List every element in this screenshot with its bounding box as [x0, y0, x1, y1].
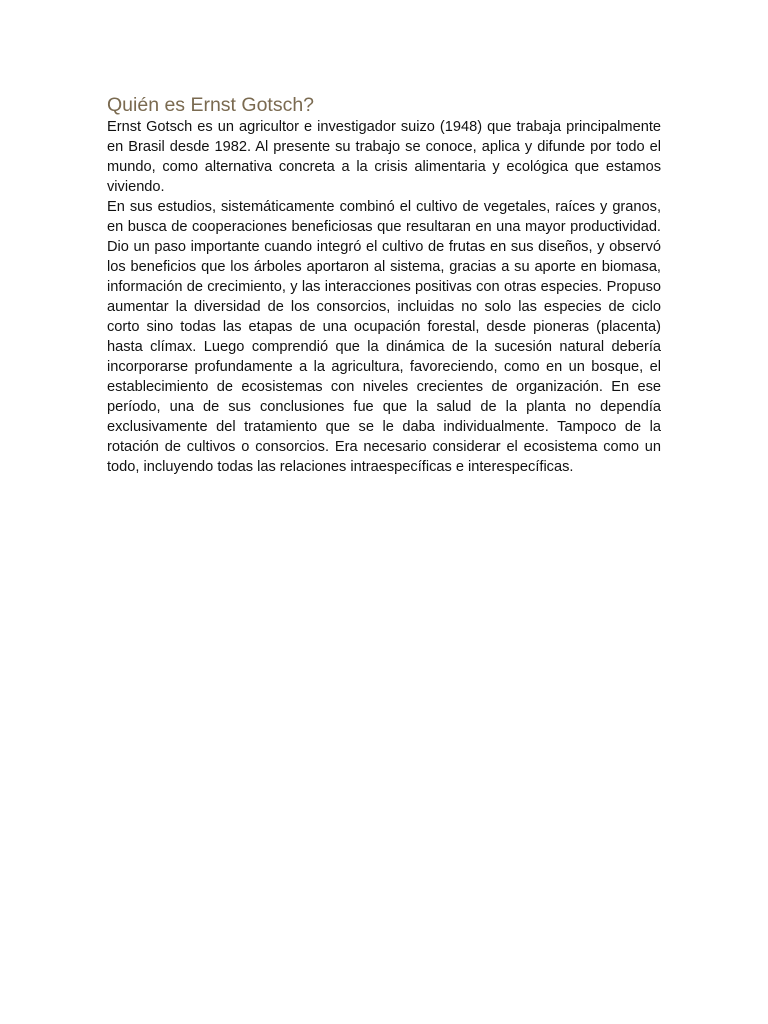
paragraph-studies: En sus estudios, sistemáticamente combinó el cultivo de vegetales, raíces y granos, en busca de cooperaciones beneficiosas que resultaran en una mayor productividad. Dio un paso importante cuando integró el cultivo de frutas en sus diseños, y observó los beneficios que los árboles aportaron al sistema, gracias a su aporte en biomasa, información de crecimiento, y las interacciones positivas con otras especies. Propuso aumentar la diversidad de los consorcios, incluidas no solo las especies de ciclo corto sino todas las etapas de una ocupación forestal, desde pioneras (placenta) hasta clímax. Luego comprendió que la dinámica de la sucesión natural debería incorporarse profundamente a la agricultura, favoreciendo, como en un bosque, el establecimiento de ecosistemas con niveles crecientes de organización. En ese período, una de sus conclusiones fue que la salud de la planta no dependía exclusivamente del tratamiento que se le daba individualmente. Tampoco de la rotación de cultivos o consorcios. Era necesario considerar el ecosistema como un todo, incluyendo todas las relaciones intraespecíficas e interespecíficas.	[107, 199, 661, 475]
document-page	[107, 93, 661, 477]
paragraph-intro: Ernst Gotsch es un agricultor e investigador suizo (1948) que trabaja principalmente en Brasil desde 1982. Al presente su trabajo se conoce, aplica y difunde por todo el mundo, como alternativa concreta a la crisis alimentaria y ecológica que estamos viviendo.	[107, 119, 661, 195]
document-title: Quién es Ernst Gotsch?	[107, 94, 315, 116]
